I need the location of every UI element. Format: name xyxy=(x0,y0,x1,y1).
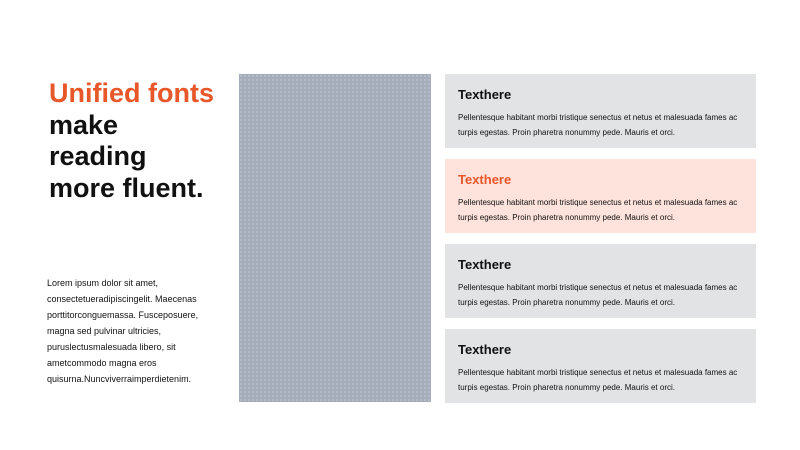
text-card xyxy=(445,74,756,148)
card-text: Pellentesque habitant morbi tristique senectus et netus et malesuada fames ac turpis egestas. Proin pharetra nonummy pede. Mauris et orci. xyxy=(458,198,738,222)
card-text: Pellentesque habitant morbi tristique senectus et netus et malesuada fames ac turpis egestas. Proin pharetra nonummy pede. Mauris et orci. xyxy=(458,283,738,307)
card-text: Pellentesque habitant morbi tristique senectus et netus et malesuada fames ac turpis egestas. Proin pharetra nonummy pede. Mauris et orci. xyxy=(458,368,738,392)
text-card xyxy=(445,329,756,403)
text-card-highlighted xyxy=(445,159,756,233)
card-text: Pellentesque habitant morbi tristique senectus et netus et malesuada fames ac turpis egestas. Proin pharetra nonummy pede. Mauris et orci. xyxy=(458,113,738,137)
card-list xyxy=(445,74,756,414)
heading-accent: Unified fonts xyxy=(49,78,214,108)
heading-rest: make reading more fluent. xyxy=(49,109,204,203)
card-title: Texthere xyxy=(458,257,512,272)
card-title: Texthere xyxy=(458,172,512,187)
pattern-image-placeholder xyxy=(239,74,431,402)
card-title: Texthere xyxy=(458,342,512,357)
text-card xyxy=(445,244,756,318)
card-title: Texthere xyxy=(458,87,512,102)
body-paragraph: Lorem ipsum dolor sit amet, consectetueradipiscingelit. Maecenas porttitorconguemassa. Fusceposuere, magna sed pulvinar ultricies, puruslectusmalesuada libero, sit ametcommodo magna eros quisurna.Nuncviverraimperdietenim. xyxy=(47,278,199,384)
slide-heading xyxy=(49,78,229,204)
